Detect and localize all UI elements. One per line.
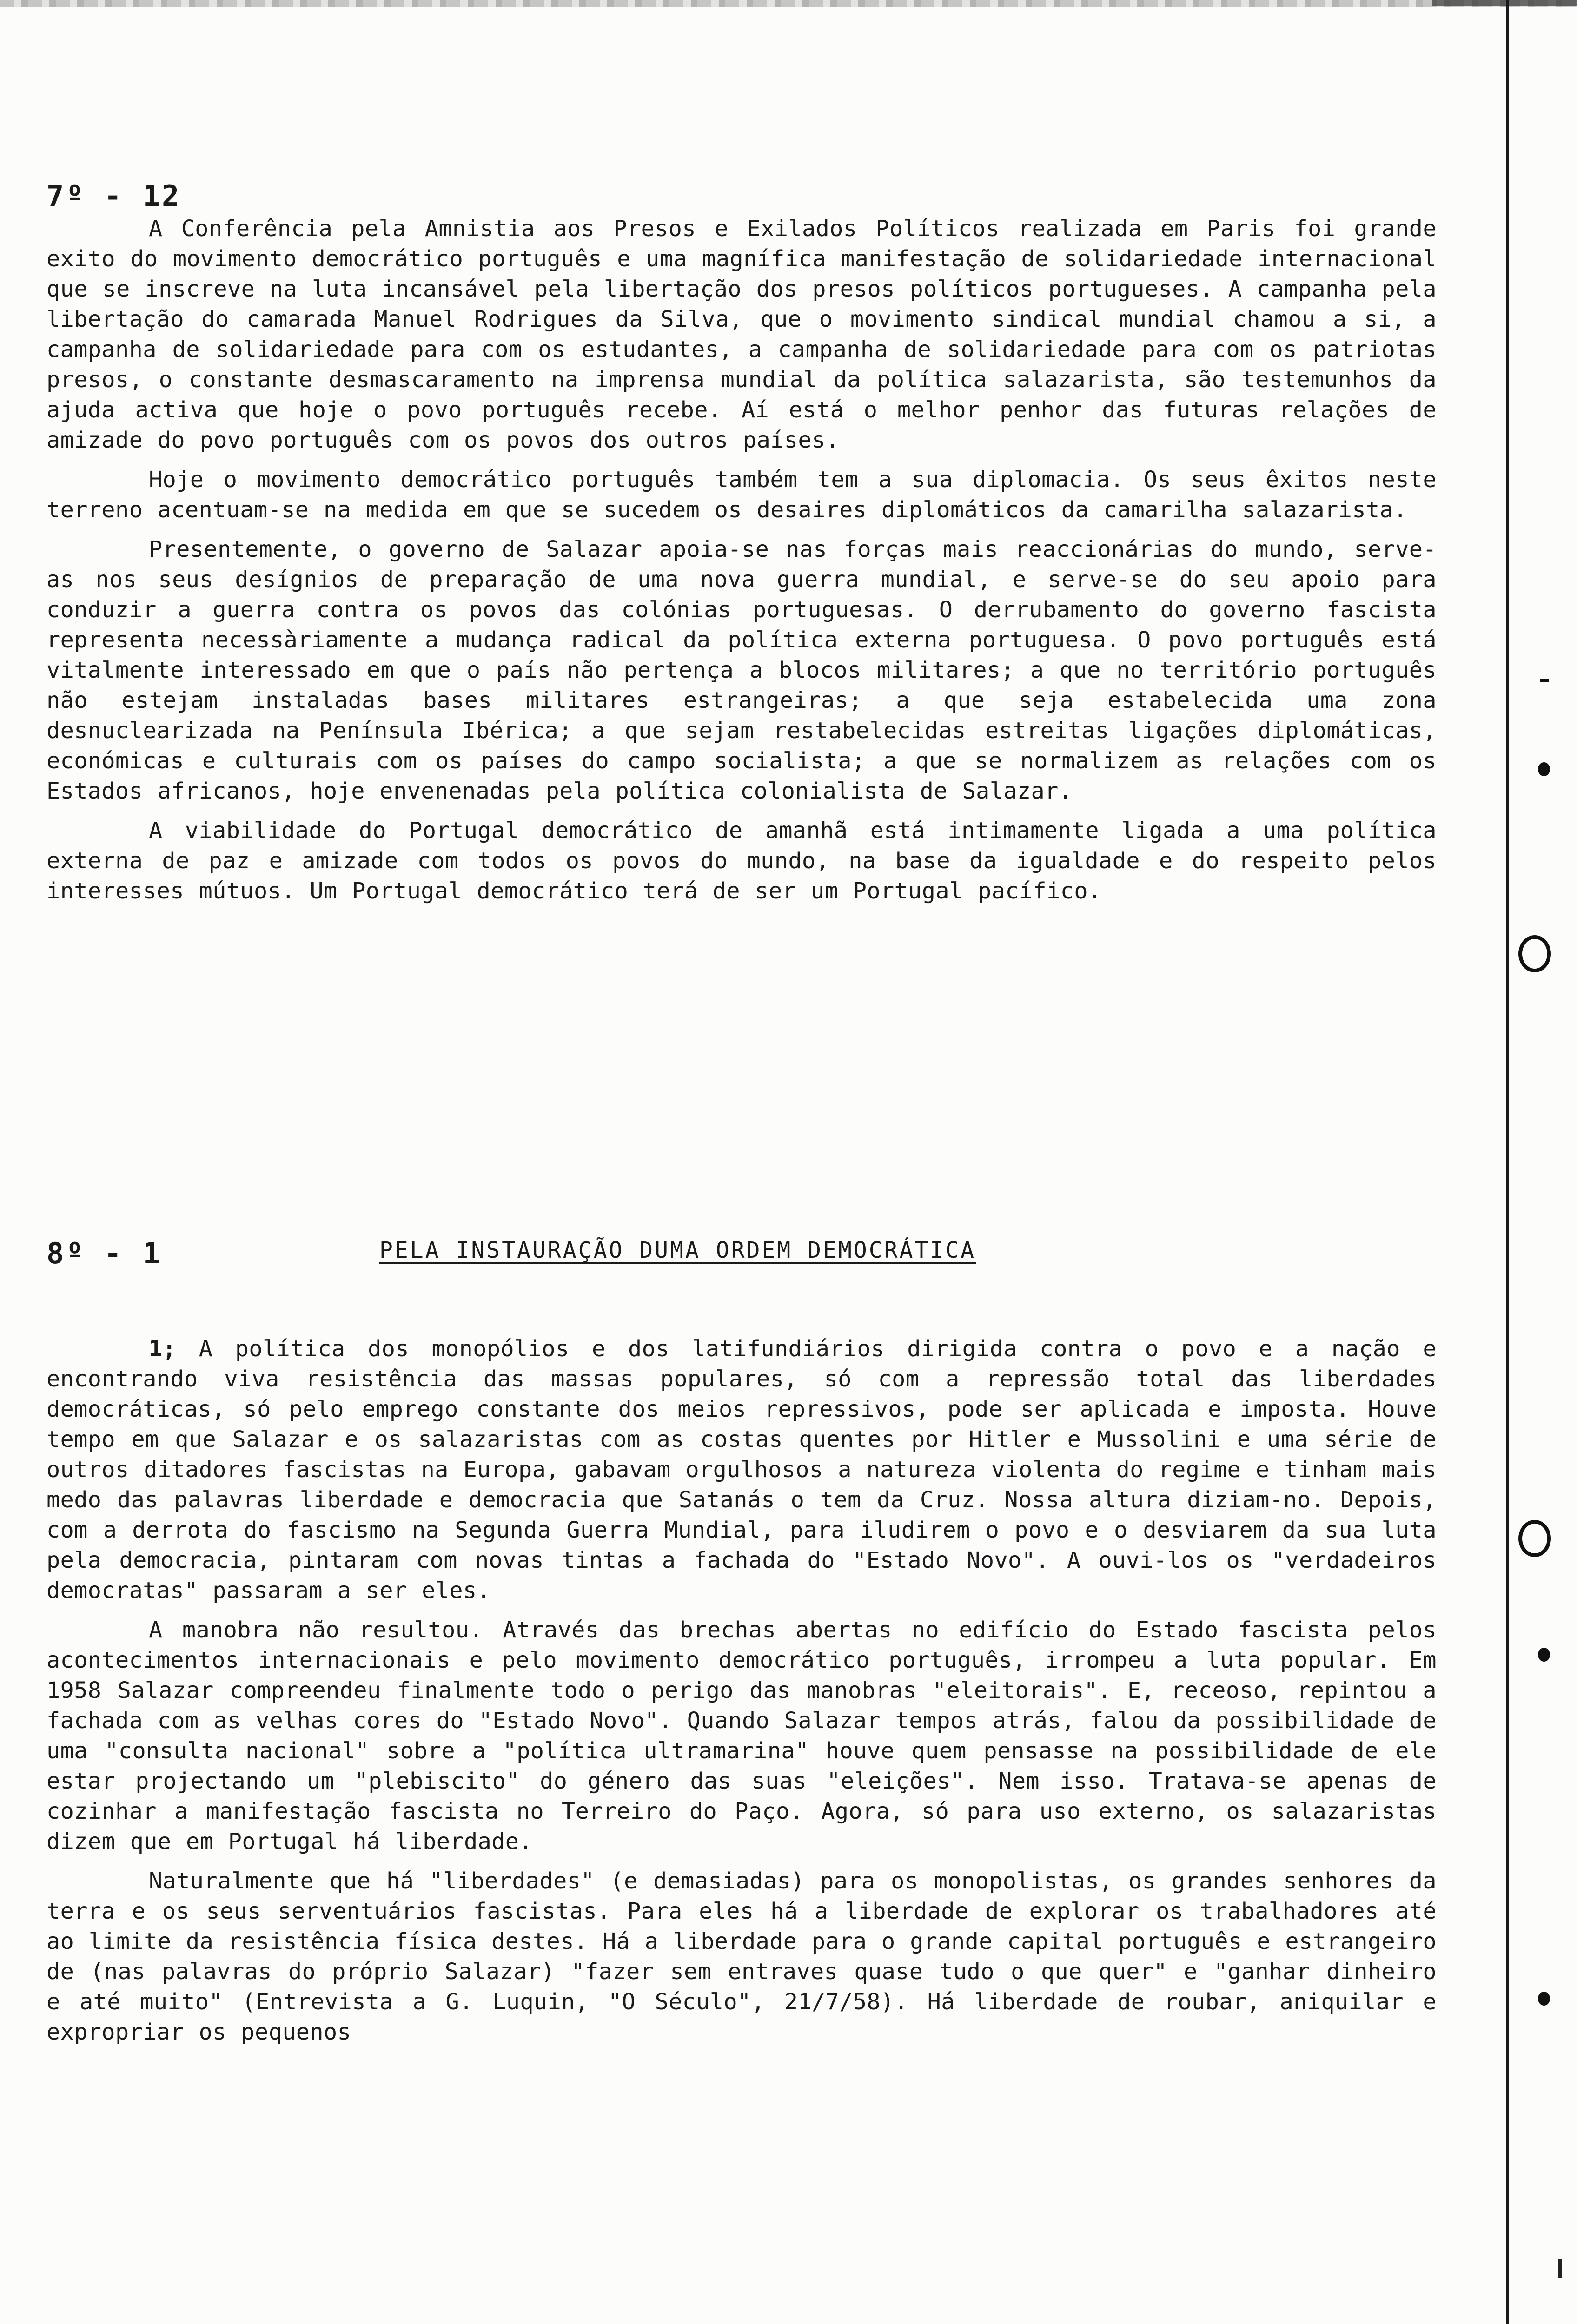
section-number-7-12: 7º - 12 — [46, 179, 181, 213]
margin-dot-mark — [1538, 762, 1550, 776]
paragraph: A Conferência pela Amnistia aos Presos e Exilados Políticos realizada em Paris foi grande exito do movimento democrático português e uma magnífica manifestação de solidariedade internacional que se inscreve na luta incansável pela libertação dos presos políticos portugueses. A campanha pela libertação do camarada Manuel Rodrigues da Silva, que o movimento sindical mundial chamou a si, a campanha de solidariedade para com os estudantes, a campanha de solidariedade para com os patriotas presos, o constante desmascaramento na imprensa mundial da política salazarista, são testemunhos da ajuda activa que hoje o povo português recebe. Aí está o melhor penhor das futuras relações de amizade do povo português com os povos dos outros países. — [46, 216, 1437, 453]
scan-top-edge — [0, 0, 1577, 7]
item-number: 1; — [149, 1336, 177, 1362]
section-8-body — [46, 1334, 1437, 2047]
scan-top-edge-dark — [1432, 0, 1577, 6]
section-title: PELA INSTAURAÇÃO DUMA ORDEM DEMOCRÁTICA — [379, 1237, 976, 1263]
margin-tick-mark — [1558, 2259, 1562, 2278]
punch-hole-mark — [1518, 1520, 1551, 1557]
paragraph: A manobra não resultou. Através das brechas abertas no edifício do Estado fascista pelos acontecimentos internacionais e pelo movimento democrático português, irrompeu a luta popular. Em 1958 Salazar compreendeu finalmente todo o perigo das manobras "eleitorais". E, receoso, repintou a fachada com as velhas cores do "Estado Novo". Quando Salazar tempos atrás, falou da possibilidade de uma "consulta nacional" sobre a "política ultramarina" houve quem pensasse na possibilidade de ele estar projectando um "plebiscito" do género das suas "eleições". Nem isso. Tratava-se apenas de cozinhar a manifestação fascista no Terreiro do Paço. Agora, só para uso externo, os salazaristas dizem que em Portugal há liberdade. — [46, 1617, 1437, 1855]
section-7-body — [46, 214, 1437, 906]
page-right-margin-rule — [1506, 0, 1509, 2324]
section-number-8-1: 8º - 1 — [46, 1236, 162, 1270]
punch-hole-mark — [1518, 935, 1551, 972]
paragraph: Hoje o movimento democrático português também tem a sua diplomacia. Os seus êxitos neste terreno acentuam-se na medida em que se sucedem os desaires diplomáticos da camarilha salazarista. — [46, 467, 1437, 523]
paragraph-text: A política dos monopólios e dos latifundiários dirigida contra o povo e a nação e encontrando viva resistência das massas populares, só com a repressão total das liberdades democráticas, só pelo emprego constante dos meios repressivos, pode ser aplicada e imposta. Houve tempo em que Salazar e os salazaristas com as costas quentes por Hitler e Mussolini e uma série de outros ditadores fascistas na Europa, gabavam orgulhosos a natureza violenta do regime e tinham mais medo das palavras liberdade e democracia que Satanás o tem da Cruz. Nossa altura diziam-no. Depois, com a derrota do fascismo na Segunda Guerra Mundial, para iludirem o povo e o desviarem da sua luta pela democracia, pintaram com novas tintas a fachada do "Estado Novo". A ouvi-los os "verdadeiros democratas" passaram a ser eles. — [46, 1336, 1437, 1604]
margin-dash-mark — [1540, 679, 1549, 682]
paragraph: Naturalmente que há "liberdades" (e demasiadas) para os monopolistas, os grandes senhores da terra e os seus serventuários fascistas. Para eles há a liberdade de explorar os trabalhadores até ao limite da resistência física destes. Há a liberdade para o grande capital português e estrangeiro de (nas palavras do próprio Salazar) "fazer sem entraves quase tudo o que quer" e "ganhar dinheiro e até muito" (Entrevista a G. Luquin, "O Século", 21/7/58). Há liberdade de roubar, aniquilar e expropriar os pequenos — [46, 1868, 1437, 2045]
margin-dot-mark — [1538, 1992, 1550, 2006]
paragraph: A viabilidade do Portugal democrático de amanhã está intimamente ligada a uma política externa de paz e amizade com todos os povos do mundo, na base da igualdade e do respeito pelos interesses mútuos. Um Portugal democrático terá de ser um Portugal pacífico. — [46, 818, 1437, 904]
margin-dot-mark — [1538, 1648, 1550, 1662]
paragraph: Presentemente, o governo de Salazar apoia-se nas forças mais reaccionárias do mundo, serve-as nos seus desígnios de preparação de uma nova guerra mundial, e serve-se do seu apoio para conduzir a guerra contra os povos das colónias portuguesas. O derrubamento do governo fascista representa necessàriamente a mudança radical da política externa portuguesa. O povo português está vitalmente interessado em que o país não pertença a blocos militares; a que no território português não estejam instaladas bases militares estrangeiras; a que seja estabelecida uma zona desnuclearizada na Península Ibérica; a que sejam restabelecidas estreitas ligações diplomáticas, económicas e culturais com os países do campo socialista; a que se normalizem as relações com os Estados africanos, hoje envenenadas pela política colonialista de Salazar. — [46, 536, 1437, 804]
paragraph — [46, 1334, 1437, 1606]
